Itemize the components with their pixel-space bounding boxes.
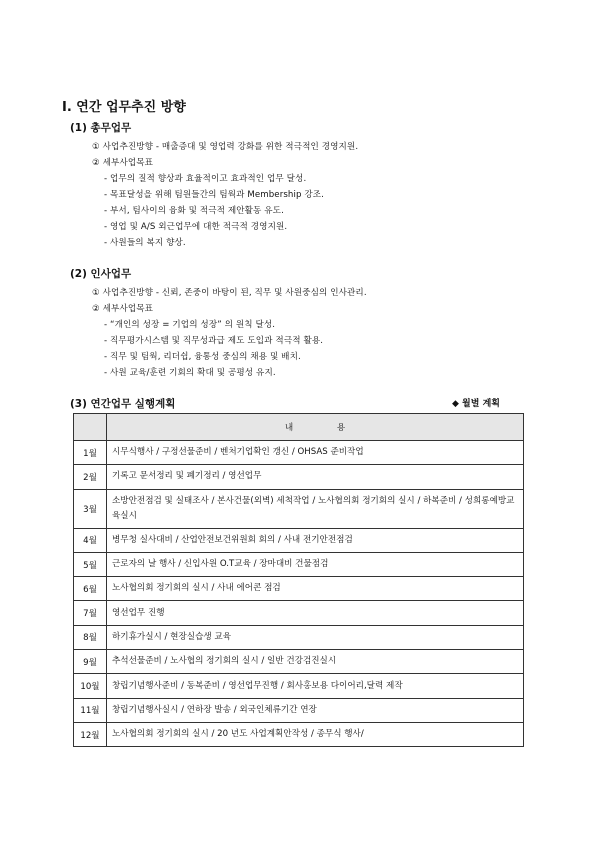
table-row: [74, 674, 524, 698]
month-cell: 7월: [74, 601, 107, 625]
hr-goal-item: - 사원 교육/훈련 기회의 확대 및 공평성 유지.: [104, 368, 276, 378]
monthly-plan-label: ◆ 월별 계획: [452, 399, 500, 409]
content-cell: 영선업무 진행: [107, 601, 524, 625]
content-cell: 소방안전점검 및 실태조사 / 본사건물(외벽) 세척작업 / 노사협의회 정기회의 실시 / 하복준비 / 성희롱예방교육실시: [107, 489, 524, 528]
month-cell: 6월: [74, 577, 107, 601]
content-cell: 시무식행사 / 구정선물준비 / 벤처기업확인 갱신 / OHSAS 준비작업: [107, 441, 524, 465]
hr-direction: ① 사업추진방향 - 신뢰, 존중이 바탕이 된, 직무 및 사원중심의 인사관리.: [92, 288, 367, 298]
plan-heading: (3) 연간업무 실행계획: [70, 398, 176, 410]
content-cell: 하기휴가실시 / 현장실습생 교육: [107, 625, 524, 649]
month-cell: 9월: [74, 650, 107, 674]
content-cell: 노사협의회 정기회의 실시 / 20 년도 사업계획안작성 / 종무식 행사/: [107, 722, 524, 746]
month-cell: 8월: [74, 625, 107, 649]
month-cell: 12월: [74, 722, 107, 746]
annual-plan-table: [73, 413, 524, 747]
table-row: [74, 552, 524, 576]
general-heading: (1) 총무업무: [70, 122, 132, 134]
table-row: [74, 465, 524, 489]
table-row: [74, 625, 524, 649]
table-row: [74, 528, 524, 552]
hr-goals-label: ② 세부사업목표: [92, 304, 154, 314]
content-cell: 창립기념행사실시 / 연하장 발송 / 외국인체류기간 연장: [107, 698, 524, 722]
page-title: Ⅰ. 연간 업무추진 방향: [62, 100, 186, 115]
general-direction: ① 사업추진방향 - 매출증대 및 영업력 강화를 위한 적극적인 경영지원.: [92, 142, 359, 152]
content-header-cell: 내 용: [107, 414, 524, 441]
month-cell: 5월: [74, 552, 107, 576]
month-cell: 3월: [74, 489, 107, 528]
table-header-row: [74, 414, 524, 441]
general-goal-item: - 목표달성을 위해 팀원들간의 팀웍과 Membership 강조.: [104, 190, 324, 200]
month-cell: 10월: [74, 674, 107, 698]
table-row: [74, 577, 524, 601]
hr-goal-item: - “개인의 성장 = 기업의 성장” 의 원칙 달성.: [104, 320, 276, 330]
table-row: [74, 441, 524, 465]
general-goal-item: - 영업 및 A/S 외근업무에 대한 적극적 경영지원.: [104, 222, 288, 232]
table-row: [74, 601, 524, 625]
month-cell: 2월: [74, 465, 107, 489]
content-cell: 병무청 실사대비 / 산업안전보건위원회 회의 / 사내 전기안전점검: [107, 528, 524, 552]
content-cell: 추석선물준비 / 노사협의 정기회의 실시 / 일반 건강검진실시: [107, 650, 524, 674]
month-cell: 4월: [74, 528, 107, 552]
table-row: [74, 650, 524, 674]
general-goal-item: - 사원들의 복지 향상.: [104, 238, 186, 248]
table-row: [74, 698, 524, 722]
content-cell: 창립기념행사준비 / 동복준비 / 영선업무진행 / 회사홍보용 다이어리,달력 제작: [107, 674, 524, 698]
month-cell: 11월: [74, 698, 107, 722]
general-goal-item: - 업무의 질적 향상과 효율적이고 효과적인 업무 달성.: [104, 174, 307, 184]
hr-goal-item: - 직무평가시스템 및 직무성과급 제도 도입과 적극적 활용.: [104, 336, 324, 346]
month-header-cell: [74, 414, 107, 441]
content-cell: 근로자의 날 행사 / 신입사원 O.T교육 / 장마대비 건물점검: [107, 552, 524, 576]
content-cell: 노사협의회 정기회의 실시 / 사내 에어콘 점검: [107, 577, 524, 601]
month-cell: 1월: [74, 441, 107, 465]
hr-heading: (2) 인사업무: [70, 268, 132, 280]
general-goal-item: - 부서, 팀사이의 융화 및 적극적 제안활동 유도.: [104, 206, 284, 216]
table-row: [74, 722, 524, 746]
hr-goal-item: - 직무 및 팀웍, 리더쉽, 융통성 중심의 채용 및 배치.: [104, 352, 301, 362]
general-goals-label: ② 세부사업목표: [92, 158, 154, 168]
table-row: [74, 489, 524, 528]
content-cell: 기록고 문서정리 및 폐기정리 / 영선업무: [107, 465, 524, 489]
